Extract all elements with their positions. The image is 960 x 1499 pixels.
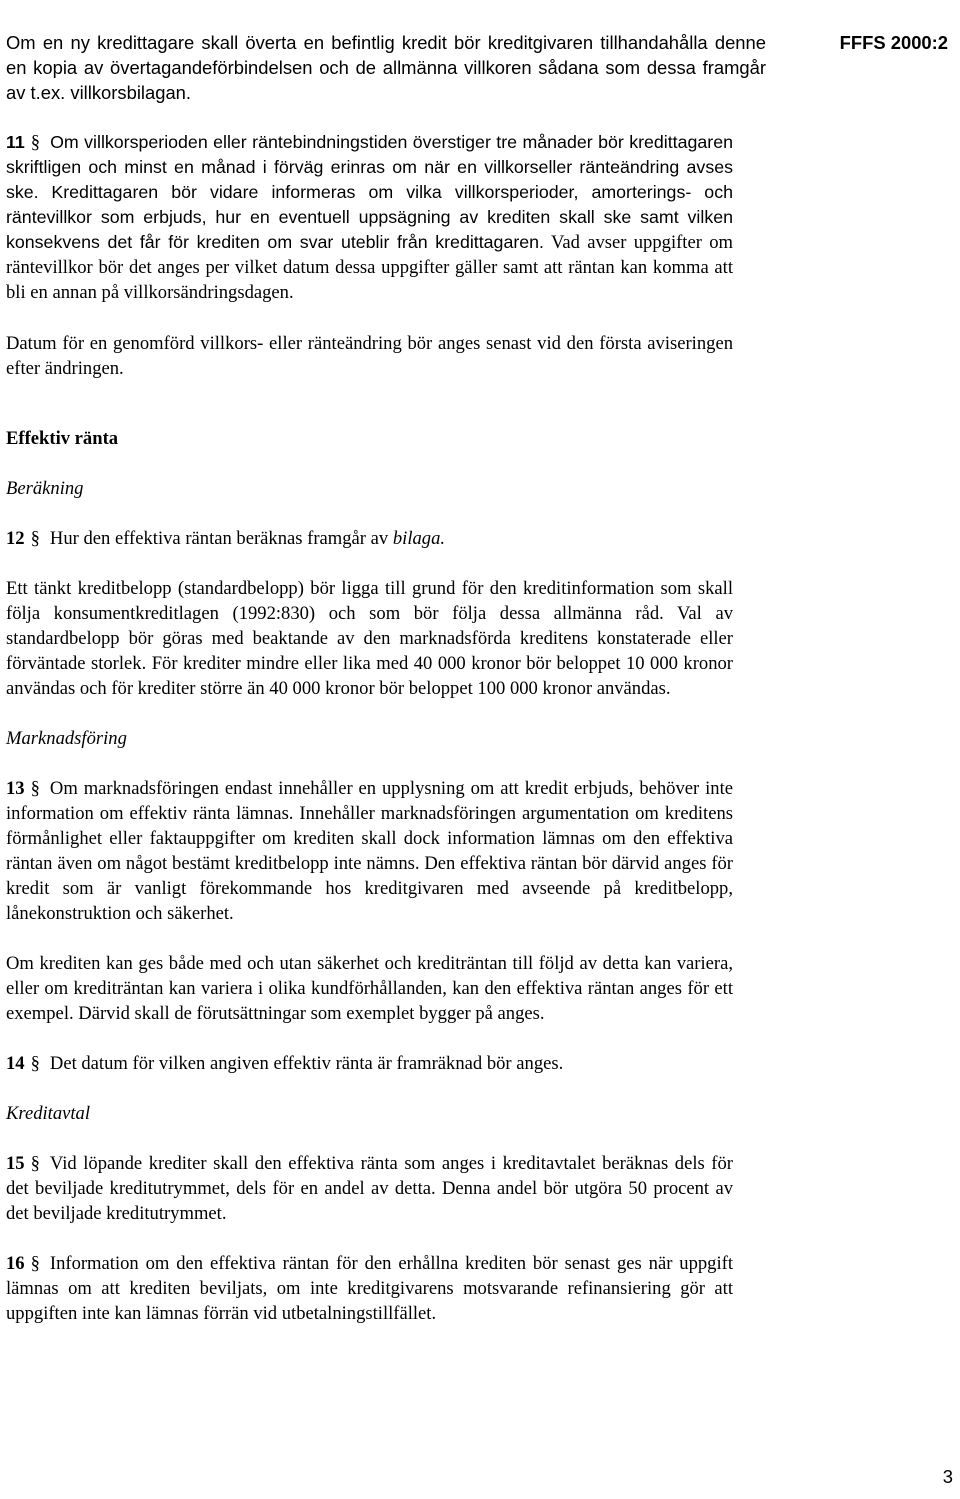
subheading-berakning: Beräkning [6,478,84,499]
section-sign: § [30,132,41,153]
datum-paragraph: Datum för en genomförd villkors- eller ränteändring bör anges senast vid den första aviseringen efter ändringen. [6,333,733,379]
section-heading: Effektiv ränta [6,428,119,449]
document-code: FFFS 2000:2 [839,32,948,53]
section-text: Om villkorsperioden eller räntebindningstiden överstiger tre månader bör kredittagaren skriftligen och minst en månad i förväg erinras om när en villkorseller ränteändring avses ske. [6,132,733,202]
section-14 [6,1051,733,1076]
subheading-marknadsforing: Marknadsföring [6,728,127,749]
section-number: 15 [6,1153,25,1174]
section-number: 11 [6,132,25,152]
section-11 [6,130,733,305]
standard-amount-paragraph: Ett tänkt kreditbelopp (standardbelopp) bör ligga till grund för den kreditinformation som skall följa konsumentkreditlagen (1992:830) och som bör följa dessa allmänna råd. Val av standardbelopp bör göras med beaktande av den marknadsförda kreditens konstaterade eller förväntade storlek. För krediter mindre eller lika med 40 000 kronor bör beloppet 10 000 kronor användas och för krediter större än 40 000 kronor bör beloppet 100 000 kronor användas. [6,578,733,699]
intro-text: Om en ny kredittagare skall överta en befintlig kredit bör kreditgivaren tillhandahålla denne en kopia av övertagandeförbindelsen och de allmänna villkoren sådana som dessa framgår av t.ex. villkorsbilagan. [6,32,766,103]
subheading-kreditavtal: Kreditavtal [6,1103,91,1124]
section-text: Om marknadsföringen endast innehåller en upplysning om att kredit erbjuds, behöver inte information om effektiv ränta lämnas. Innehåller marknadsföringen argumentation om kreditens förmånlighet eller faktauppgifter om krediten skall dock information lämnas om den effektiva räntan även om något bestämt kreditbelopp inte nämns. Den effektiva räntan bör därvid anges för kredit som är vanligt förekommande hos kreditgivaren med avseende på kreditbelopp, lånekonstruktion och säkerhet. [6,778,733,924]
section-sign: § [30,528,40,549]
section-sign: § [30,1153,40,1174]
section-12 [6,526,733,551]
section-13 [6,776,733,926]
section-text: Vid löpande krediter skall den effektiva ränta som anges i kreditavtalet beräknas dels för det beviljade kreditutrymmet, dels för en andel av detta. Denna andel bör utgöra 50 procent av det beviljade kreditutrymmet. [6,1153,733,1224]
section-text: Information om den effektiva räntan för den erhållna krediten bör senast ges när uppgift lämnas om att krediten beviljats, om inte kreditgivarens motsvarande refinansiering gör att uppgiften inte kan lämnas förrän vid utbetalningstillfället. [6,1253,733,1324]
section-text: Det datum för vilken angiven effektiv ränta är framräknad bör anges. [49,1053,564,1074]
section-number: 16 [6,1253,25,1274]
section-text-italic: bilaga. [392,528,446,549]
intro-paragraph [6,30,766,105]
section-text: Hur den effektiva räntan beräknas framgår av [49,528,389,549]
section-sign: § [30,1053,40,1074]
section-sign: § [30,1253,40,1274]
section-number: 12 [6,528,25,549]
section-number: 13 [6,778,25,799]
section-15 [6,1151,733,1226]
section-sign: § [30,778,40,799]
security-paragraph: Om krediten kan ges både med och utan säkerhet och krediträntan till följd av detta kan variera, eller om krediträntan kan variera i olika kundförhållanden, kan den effektiva räntan anges för ett exempel. Därvid skall de förutsättningar som exemplet bygger på anges. [6,953,733,1024]
section-text-serif: Vad avser uppgifter om räntevillkor bör det anges per vilket datum dessa uppgifter gäller samt att räntan kan komma att bli en annan på villkorsändringsdagen. [6,232,733,303]
section-16 [6,1251,733,1326]
document-body [6,130,733,1326]
page-number: 3 [942,1466,953,1487]
section-number: 14 [6,1053,25,1074]
section-text-continued: Kredittagaren bör vidare informeras om vilka villkorsperioder, amorterings- och räntevillkor som erbjuds, hur en eventuell uppsägning av krediten skall ske samt vilken konsekvens det får för krediten om svar uteblir från kredittagaren. [6,182,733,252]
